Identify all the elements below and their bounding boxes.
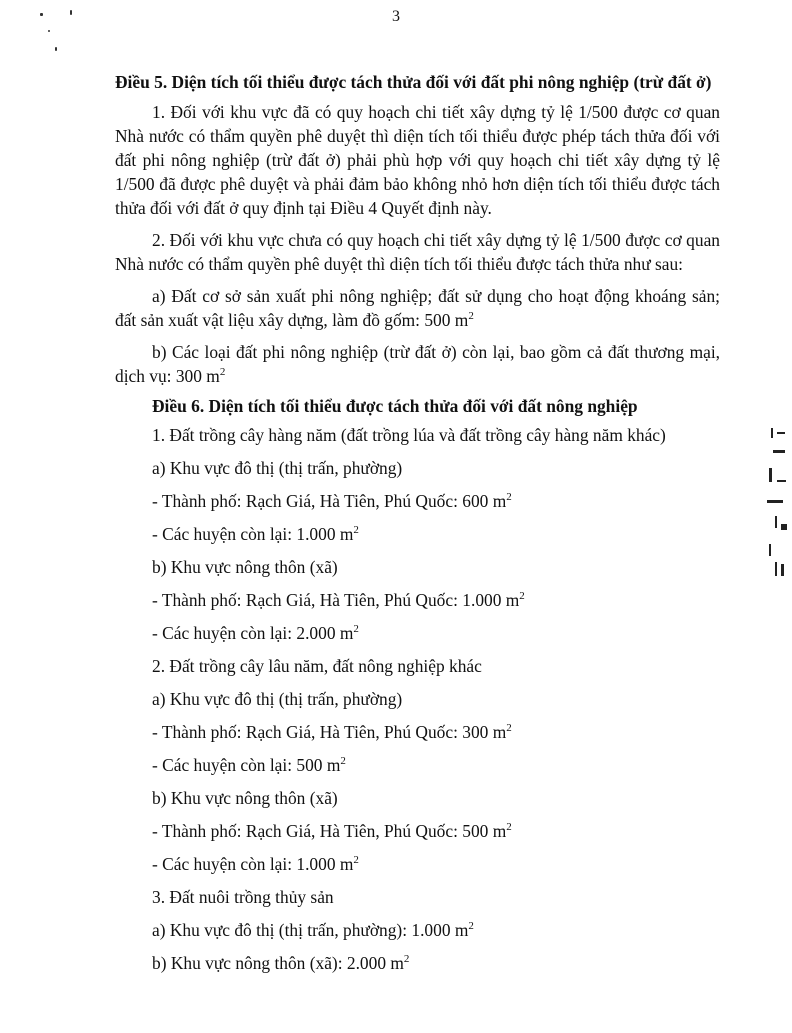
list-item-text: a) Khu vực đô thị (thị trấn, phường) <box>152 689 403 709</box>
list-item <box>115 423 720 447</box>
list-item <box>115 522 720 546</box>
list-item <box>115 555 720 579</box>
list-item <box>115 456 720 480</box>
list-item <box>115 489 720 513</box>
article-5-item-b <box>115 340 720 388</box>
article-6-heading: Điều 6. Diện tích tối thiểu được tách thửa đối với đất nông nghiệp <box>152 396 638 416</box>
list-item-text: - Các huyện còn lại: 1.000 m <box>152 524 354 544</box>
list-item-sup: 2 <box>468 920 474 932</box>
article-5-item-b-text: b) Các loại đất phi nông nghiệp (trừ đất ở) còn lại, bao gồm cả đất thương mại, dịch vụ: 300 m <box>115 342 720 386</box>
list-item <box>115 753 720 777</box>
list-item-sup: 2 <box>506 722 512 734</box>
article-5-item-a <box>115 284 720 332</box>
list-item-text: b) Khu vực nông thôn (xã): 2.000 m <box>152 953 404 973</box>
square-superscript: 2 <box>219 366 226 378</box>
list-item <box>115 588 720 612</box>
list-item-text: - Thành phố: Rạch Giá, Hà Tiên, Phú Quốc: 500 m <box>152 821 507 841</box>
article-5-clause-1: 1. Đối với khu vực đã có quy hoạch chi tiết xây dựng tỷ lệ 1/500 được cơ quan Nhà nước có thẩm quyền phê duyệt thì diện tích tối thiểu được phép tách thửa đối với đất phi nông nghiệp (trừ đất ở) phải phù hợp với quy hoạch chi tiết xây dựng tỷ lệ 1/500 đã được phê duyệt và phải đảm bảo không nhỏ hơn diện tích tối thiểu được tách thửa đối với đất ở quy định tại Điều 4 Quyết định này. <box>115 102 720 218</box>
list-item-sup: 2 <box>403 953 410 965</box>
list-item <box>115 885 720 909</box>
list-item-text: b) Khu vực nông thôn (xã) <box>152 557 338 577</box>
article-5-item-a-text: a) Đất cơ sở sản xuất phi nông nghiệp; đất sử dụng cho hoạt động khoáng sản; đất sản xuất vật liệu xây dựng, làm đồ gốm: 500 m <box>115 286 720 330</box>
article-5-clause-2: 2. Đối với khu vực chưa có quy hoạch chi tiết xây dựng tỷ lệ 1/500 được cơ quan Nhà nước có thẩm quyền phê duyệt thì diện tích tối thiểu được tách thửa như sau: <box>115 230 720 274</box>
list-item-text: 3. Đất nuôi trồng thủy sản <box>152 887 334 907</box>
list-item-text: 2. Đất trồng cây lâu năm, đất nông nghiệp khác <box>152 656 482 676</box>
scan-speck <box>55 47 57 51</box>
document-body <box>115 70 720 975</box>
list-item-text: - Thành phố: Rạch Giá, Hà Tiên, Phú Quốc: 600 m <box>152 491 507 511</box>
list-item-sup: 2 <box>340 755 346 767</box>
list-item-sup: 2 <box>353 854 359 866</box>
list-item-text: b) Khu vực nông thôn (xã) <box>152 788 338 808</box>
scan-speck <box>48 30 50 32</box>
list-item <box>115 621 720 645</box>
list-item-text: - Các huyện còn lại: 1.000 m <box>152 854 354 874</box>
square-superscript: 2 <box>468 310 474 322</box>
list-item-text: - Các huyện còn lại: 2.000 m <box>152 623 354 643</box>
article-5-heading: Điều 5. Diện tích tối thiểu được tách thửa đối với đất phi nông nghiệp (trừ đất ở) <box>115 72 712 92</box>
list-item-text: - Các huyện còn lại: 500 m <box>152 755 341 775</box>
list-item-text: - Thành phố: Rạch Giá, Hà Tiên, Phú Quốc: 300 m <box>152 722 507 742</box>
seal-fragment <box>763 428 789 578</box>
list-item-text: 1. Đất trồng cây hàng năm (đất trồng lúa và đất trồng cây hàng năm khác) <box>152 425 666 445</box>
list-item <box>115 852 720 876</box>
list-item <box>115 654 720 678</box>
list-item-text: - Thành phố: Rạch Giá, Hà Tiên, Phú Quốc: 1.000 m <box>152 590 520 610</box>
list-item-text: a) Khu vực đô thị (thị trấn, phường) <box>152 458 403 478</box>
article-6-list <box>115 423 720 975</box>
list-item <box>115 951 720 975</box>
list-item-sup: 2 <box>353 524 359 536</box>
list-item <box>115 819 720 843</box>
list-item <box>115 720 720 744</box>
list-item-sup: 2 <box>353 623 359 635</box>
list-item-text: a) Khu vực đô thị (thị trấn, phường): 1.000 m <box>152 920 469 940</box>
list-item <box>115 786 720 810</box>
list-item-sup: 2 <box>506 491 512 503</box>
list-item-sup: 2 <box>519 590 525 602</box>
page-number: 3 <box>392 8 400 25</box>
list-item-sup: 2 <box>506 821 512 833</box>
list-item <box>115 687 720 711</box>
list-item <box>115 918 720 942</box>
